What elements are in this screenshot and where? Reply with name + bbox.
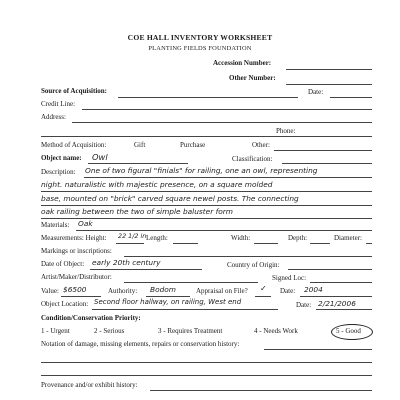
method-gift-option[interactable]: Gift bbox=[134, 141, 146, 149]
damage-notation-field-1[interactable] bbox=[264, 349, 372, 350]
phone-field[interactable] bbox=[300, 136, 372, 137]
markings-label: Markings or inscriptions: bbox=[41, 247, 112, 255]
description-field-1[interactable] bbox=[84, 177, 372, 178]
appraisal-date-value[interactable]: 2004 bbox=[304, 285, 323, 294]
country-of-origin-label: Country of Origin: bbox=[227, 261, 280, 269]
address-label: Address: bbox=[41, 113, 66, 121]
provenance-label: Provenance and/or exhibit history: bbox=[41, 381, 138, 389]
object-name-field[interactable] bbox=[88, 163, 188, 164]
appraisal-date-field[interactable] bbox=[300, 296, 372, 297]
worksheet-subtitle: PLANTING FIELDS FOUNDATION bbox=[148, 45, 252, 52]
damage-notation-label: Notation of damage, missing elements, repairs or conservation history: bbox=[41, 340, 240, 348]
value-label: Value: bbox=[41, 287, 59, 295]
object-name-value[interactable]: Owl bbox=[92, 152, 108, 162]
object-location-field[interactable] bbox=[92, 309, 278, 310]
object-location-value[interactable]: Second floor hallway, on railing, West end bbox=[94, 298, 242, 306]
condition-option-serious[interactable]: 2 - Serious bbox=[94, 327, 125, 335]
depth-label: Depth: bbox=[288, 234, 308, 242]
condition-option-requires-treatment[interactable]: 3 - Requires Treatment bbox=[158, 327, 223, 335]
width-label: Width: bbox=[231, 234, 251, 242]
depth-field[interactable] bbox=[310, 243, 330, 244]
method-of-acquisition-label: Method of Acquisition: bbox=[41, 141, 107, 149]
location-date-label: Date: bbox=[296, 301, 312, 309]
description-line-3[interactable]: base, mounted on "brick" carved square newel posts. The connecting bbox=[41, 194, 299, 203]
signed-loc-field[interactable] bbox=[310, 282, 372, 283]
value-field[interactable] bbox=[61, 296, 101, 297]
date-of-object-label: Date of Object: bbox=[41, 260, 85, 268]
artist-maker-field[interactable] bbox=[124, 282, 258, 283]
damage-notation-field-3[interactable] bbox=[41, 375, 372, 376]
address-field-1[interactable] bbox=[72, 122, 372, 123]
width-field[interactable] bbox=[254, 243, 278, 244]
appraisal-on-file-field[interactable] bbox=[255, 296, 271, 297]
condition-option-urgent[interactable]: 1 - Urgent bbox=[41, 327, 70, 335]
appraisal-on-file-label: Appraisal on File? bbox=[196, 287, 248, 295]
credit-line-label: Credit Line: bbox=[41, 100, 76, 108]
source-of-acquisition-label: Source of Acquisition: bbox=[41, 87, 107, 95]
country-of-origin-field[interactable] bbox=[288, 269, 372, 270]
worksheet-title: COE HALL INVENTORY WORKSHEET bbox=[127, 33, 273, 42]
object-location-label: Object Location: bbox=[41, 300, 89, 308]
method-other-label: Other: bbox=[252, 141, 270, 149]
object-name-label: Object name: bbox=[41, 154, 82, 162]
diameter-field[interactable] bbox=[366, 243, 372, 244]
authority-value[interactable]: Bodom bbox=[150, 285, 177, 294]
description-field-2[interactable] bbox=[41, 191, 372, 192]
authority-field[interactable] bbox=[146, 296, 190, 297]
description-label: Description: bbox=[41, 168, 76, 176]
condition-option-good[interactable]: 5 - Good bbox=[336, 327, 361, 335]
materials-value[interactable]: Oak bbox=[78, 219, 93, 228]
acquisition-date-label: Date: bbox=[308, 88, 324, 96]
height-value[interactable]: 22 1/2 in bbox=[118, 232, 147, 240]
condition-priority-heading: Condition/Conservation Priority: bbox=[41, 314, 141, 322]
damage-notation-field-2[interactable] bbox=[41, 362, 372, 363]
description-line-4[interactable]: oak railing between the two of simple baluster form bbox=[41, 207, 233, 216]
description-field-3[interactable] bbox=[41, 205, 372, 206]
date-of-object-value[interactable]: early 20th century bbox=[92, 258, 161, 267]
signed-loc-label: Signed Loc: bbox=[272, 274, 307, 282]
classification-field[interactable] bbox=[282, 163, 372, 164]
other-number-field[interactable] bbox=[286, 84, 372, 85]
authority-label: Authority: bbox=[108, 287, 138, 295]
location-date-field[interactable] bbox=[316, 309, 372, 310]
appraisal-check-icon[interactable]: ✓ bbox=[260, 284, 267, 293]
materials-field[interactable] bbox=[76, 230, 372, 231]
source-of-acquisition-field[interactable] bbox=[118, 97, 298, 98]
appraisal-date-label: Date: bbox=[280, 287, 296, 295]
artist-maker-label: Artist/Maker/Distributor: bbox=[41, 273, 112, 281]
length-field[interactable] bbox=[173, 243, 198, 244]
height-field[interactable] bbox=[116, 243, 144, 244]
condition-option-needs-work[interactable]: 4 - Needs Work bbox=[254, 327, 298, 335]
phone-label: Phone: bbox=[276, 127, 296, 135]
date-of-object-field[interactable] bbox=[90, 269, 202, 270]
provenance-field[interactable] bbox=[150, 390, 372, 391]
acquisition-date-field[interactable] bbox=[330, 97, 372, 98]
diameter-label: Diameter: bbox=[334, 234, 362, 242]
materials-label: Materials: bbox=[41, 221, 70, 229]
value-value[interactable]: $6500 bbox=[63, 285, 87, 294]
other-number-label: Other Number: bbox=[229, 74, 276, 82]
credit-line-field[interactable] bbox=[82, 109, 372, 110]
description-line-2[interactable]: night. naturalistic with majestic presence, on a square molded bbox=[41, 180, 273, 189]
method-other-field[interactable] bbox=[274, 150, 372, 151]
accession-number-field[interactable] bbox=[286, 69, 372, 70]
accession-number-label: Accession Number: bbox=[213, 59, 272, 67]
description-line-1[interactable]: One of two figural "finials" for railing, one an owl, representing bbox=[85, 166, 318, 175]
method-purchase-option[interactable]: Purchase bbox=[180, 141, 206, 149]
classification-label: Classification: bbox=[232, 155, 273, 163]
location-date-value[interactable]: 2/21/2006 bbox=[318, 299, 356, 308]
height-label: Measurements: Height: bbox=[41, 234, 107, 242]
length-label: Length: bbox=[146, 234, 168, 242]
markings-field[interactable] bbox=[124, 256, 372, 257]
